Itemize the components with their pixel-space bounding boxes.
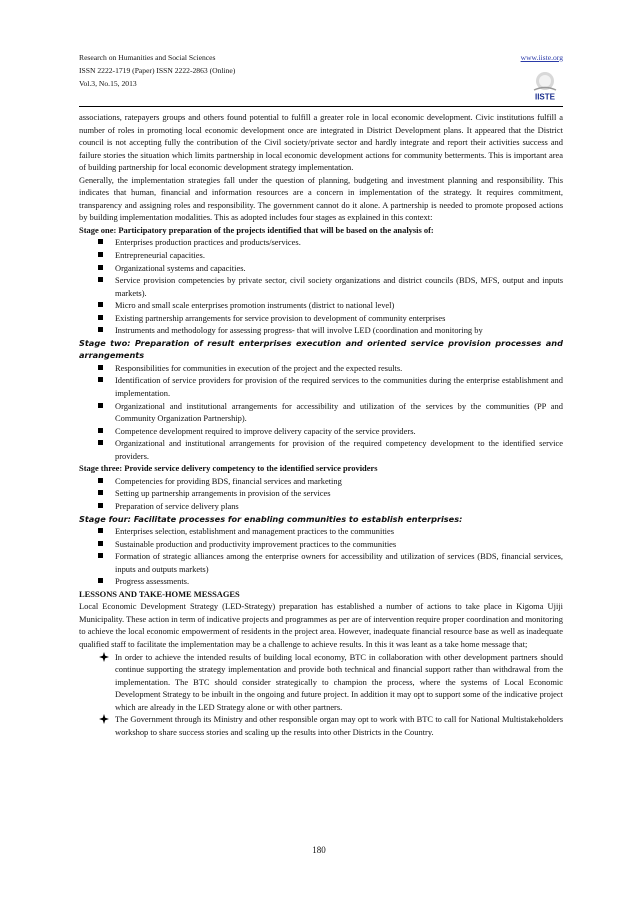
stage-one-title: Stage one: Participatory preparation of the projects identified that will be based on the analysis of: (79, 224, 434, 235)
list-item-text: In order to achieve the intended results of building local economy, BTC in collaboration with other development partners should continue supporting the strategy implementation and provide both technical and financial support rather than withdrawal from the implementation. The BTC should consider strategically to champion the process, where the systems of Local Economic Development Strategy to be inbuilt in the ongoing and future project. In addition it may opt to support some of the indicative project which are already in the LED Strategy alone or with other partners. (115, 651, 563, 712)
stage-three-title: Stage three: Provide service delivery competency to the identified service providers (79, 463, 378, 474)
iiste-logo (528, 70, 562, 102)
list-item: Organizational systems and capacities. (79, 262, 563, 275)
page-number: 180 (312, 845, 326, 855)
list-item-text: The Government through its Ministry and other responsible organ may opt to work with BTC to call for National Multistakeholders workshop to share success stories and scaling up the results into other Districts in the Country. (115, 714, 563, 737)
section-heading-lessons: LESSONS AND TAKE-HOME MESSAGES (79, 588, 240, 599)
list-item: Setting up partnership arrangements in provision of the services (79, 487, 563, 500)
volume-line: Vol.3, No.15, 2013 (79, 79, 137, 88)
list-item: Organizational and institutional arrangements for provision of the required competency development to the identified service providers. (79, 437, 563, 462)
list-item (79, 713, 563, 738)
article-body (79, 111, 563, 738)
diamond-bullet-icon (99, 714, 109, 724)
paragraph-lessons: Local Economic Development Strategy (LED-Strategy) preparation has established a number of actions to take place in Kigoma Ujiji Municipality. These action in term of indicative projects and programmes as per are of intervention require proper coordination and monitoring to achieve the local economic empowerment of residents in the project area. However, inadequate financial resource base as well as inadequate qualified staff to facilitate the implementation may be a challenge to achieve results. In this it was leant as a take home message that; (79, 601, 563, 649)
list-item: Preparation of service delivery plans (79, 500, 563, 513)
journal-name: Research on Humanities and Social Sciences (79, 53, 216, 62)
logo-text: IISTE (534, 92, 556, 102)
stage-three-list (79, 475, 563, 513)
stage-one-list (79, 236, 563, 336)
list-item: Responsibilities for communities in execution of the project and the expected results. (79, 362, 563, 375)
lessons-list (79, 651, 563, 739)
header-divider (79, 106, 563, 107)
list-item: Identification of service providers for provision of the required services to the communities during the enterprise establishment and implementation. (79, 374, 563, 399)
list-item: Micro and small scale enterprises promotion instruments (district to national level) (79, 299, 563, 312)
diamond-bullet-icon (99, 652, 109, 662)
list-item: Competence development required to improve delivery capacity of the service providers. (79, 425, 563, 438)
stage-four-title: Stage four: Facilitate processes for enabling communities to establish enterprises: (79, 513, 463, 524)
paragraph-implementation: Generally, the implementation strategies fall under the question of planning, budgeting and investment planning and responsibility. This indicates that human, financial and information resources are a concern in implementation of the strategy. It requires commitment, transparency and assigning roles and responsibility. The government cannot do it alone. A partnership is needed to promote proposed actions by building implementation modalities. This as adopted includes four stages as explained in this context: (79, 174, 563, 223)
list-item: Enterprises selection, establishment and management practices to the communities (79, 525, 563, 538)
running-header (79, 51, 563, 90)
list-item: Entrepreneurial capacities. (79, 249, 563, 262)
list-item: Instruments and methodology for assessing progress- that will involve LED (coordination and monitoring by (79, 324, 563, 337)
list-item: Existing partnership arrangements for service provision to development of community enterprises (79, 312, 563, 325)
list-item: Organizational and institutional arrangements for accessibility and utilization of the services by the communities (PP and Community Organization Partnership). (79, 400, 563, 425)
list-item: Progress assessments. (79, 575, 563, 588)
list-item: Competencies for providing BDS, financial services and marketing (79, 475, 563, 488)
paragraph-continued: associations, ratepayers groups and others found potential to fulfill a greater role in local economic development. Civic institutions fulfill a number of roles in promoting local economic development once are integrated in District Development plans. It appeared that the District council is not accepting fully the contribution of the Civil society/private sector and hardly integrate and report their activities success and failure stories the situation which limits partnership in local economic development actions for community betterments. This is important area of building partnership for local economic development strategy implementation. (79, 112, 563, 173)
stage-four-list (79, 525, 563, 588)
list-item (79, 651, 563, 714)
stage-two-list (79, 362, 563, 462)
list-item: Sustainable production and productivity improvement practices to the communities (79, 538, 563, 551)
issn-line: ISSN 2222-1719 (Paper) ISSN 2222-2863 (Online) (79, 66, 236, 75)
list-item: Enterprises production practices and products/services. (79, 236, 563, 249)
stage-two-title: Stage two: Preparation of result enterprises execution and oriented service provision processes and arrangements (79, 337, 563, 361)
journal-url-link[interactable]: www.iiste.org (520, 53, 563, 62)
list-item: Formation of strategic alliances among the enterprise owners for accessibility and utilization of services (BDS, financial services, inputs and outputs markets) (79, 550, 563, 575)
list-item: Service provision competencies by private sector, civil society organizations and district councils (BDS, MFS, output and inputs markets). (79, 274, 563, 299)
